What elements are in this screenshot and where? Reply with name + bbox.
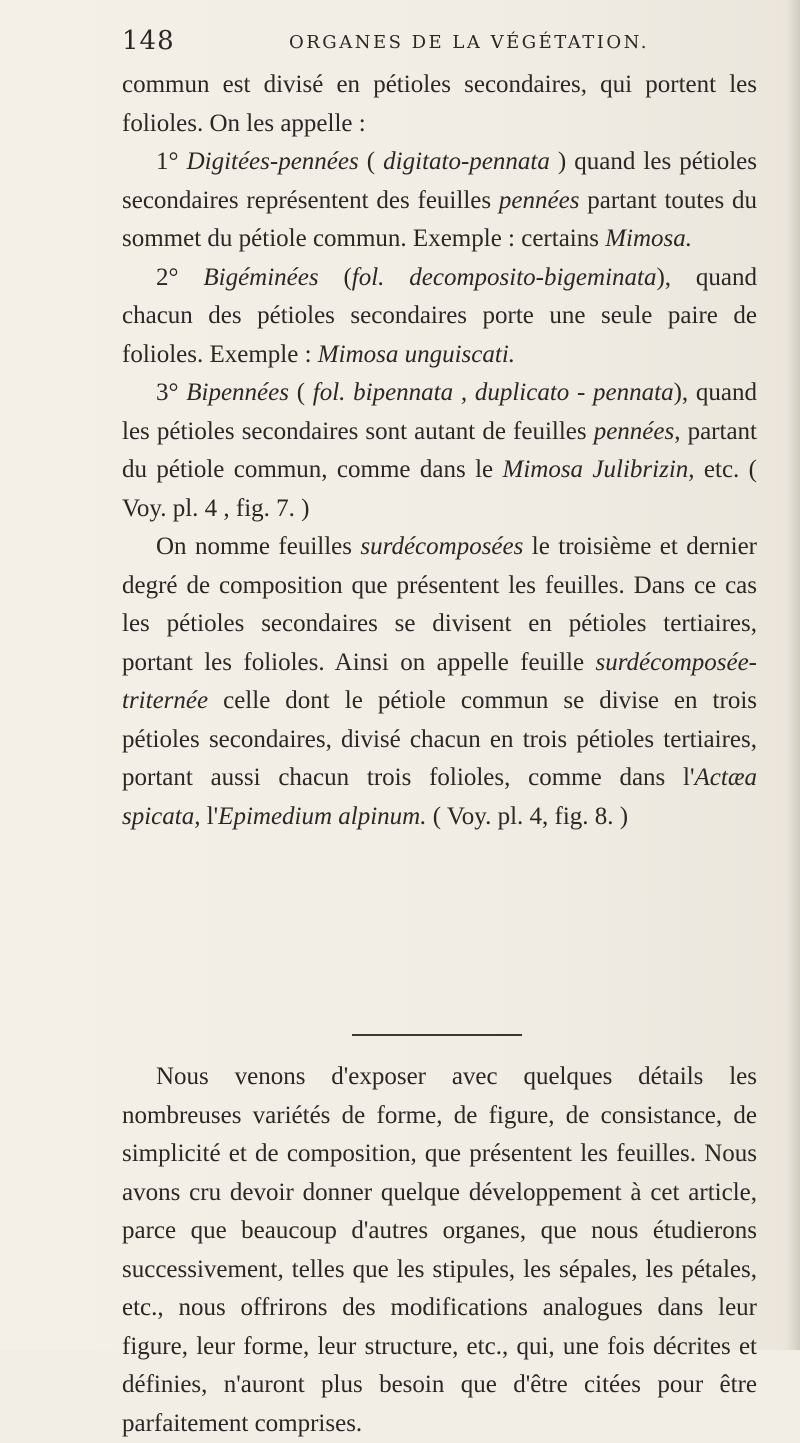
text-run: 3° [156, 379, 187, 406]
page-header [122, 26, 742, 66]
paragraph-bigeminees [122, 259, 757, 375]
italic-term: surdécomposées [360, 533, 524, 560]
paragraph-bipennees [122, 374, 757, 528]
text-run: partant toutes du sommet du pétiole commun. Exemple : certains [122, 186, 757, 252]
text-block-lower [122, 1058, 757, 1443]
text-run: commun est divisé en pétioles secondaires, qui portent les folioles. On les appelle : [122, 71, 757, 137]
italic-term: Bipennées [186, 379, 289, 406]
italic-term: fol. bipennata , duplicato - pennata [312, 379, 674, 406]
italic-term: Mimosa Julibrizin, [502, 456, 695, 483]
text-run: le troisième et dernier degré de composition que présentent les feuilles. Dans ce cas les pétioles secondaires se divisent en pétioles tertiaires, portant les folioles. Ainsi on appelle feuille [122, 533, 757, 676]
text-run: 1° [156, 148, 187, 175]
paragraph-continuation [122, 66, 757, 143]
text-run: ( [358, 148, 384, 175]
text-run: ( [318, 263, 352, 291]
italic-term: Digitées-pennées [186, 148, 359, 175]
text-run: celle dont le pétiole commun se divise en trois pétioles secondaires, divisé chacun en trois pétioles tertiaires, portant aussi chacun trois folioles, comme dans l' [122, 687, 757, 791]
text-run: , partant du pétiole commun, comme dans le [122, 417, 757, 483]
page-edge-shadow [786, 0, 800, 1350]
text-run: 2° [156, 263, 204, 291]
page-number: 148 [122, 26, 175, 56]
paragraph-conclusion [122, 1058, 757, 1443]
italic-term: Actæa spicata, [122, 764, 757, 830]
italic-term: Mimosa. [605, 225, 693, 252]
text-run: ( [288, 379, 313, 406]
italic-term: pennées [498, 186, 580, 214]
text-run: Nous venons d'exposer avec quelques détails les nombreuses variétés de forme, de figure, de consistance, de simplicité et de composition, que présentent les feuilles. Nous avons cru devoir donner quelque développement à cet article, parce que beaucoup d'autres organes, que nous étudierons successivement, telles que les stipules, les sépales, les pétales, etc., nous offrirons des modifications analogues dans leur figure, leur forme, leur structure, etc., qui, une fois décrites et définies, n'auront plus besoin que d'être citées pour être parfaitement comprises. [122, 1063, 757, 1437]
paragraph-surdecomposees [122, 528, 757, 836]
italic-term: Bigéminées [203, 263, 319, 291]
text-run: ) quand les pétioles secondaires représentent des feuilles [122, 148, 758, 214]
section-divider [352, 1034, 522, 1036]
paragraph-digitees-pennees [122, 143, 757, 259]
text-block-upper [122, 66, 757, 836]
text-run: ( Voy. pl. 4, fig. 8. ) [426, 802, 629, 830]
italic-term: digitato-pennata [383, 148, 550, 175]
italic-term: Epimedium alpinum. [218, 802, 427, 830]
text-run: On nomme feuilles [156, 533, 361, 560]
text-run: l' [200, 802, 219, 830]
text-run: etc. ( Voy. pl. 4 , fig. 7. ) [122, 456, 758, 522]
text-run: ), quand chacun des pétioles secondaires porte une seule paire de folioles. Exemple : [122, 263, 757, 368]
text-run: ), quand les pétioles secondaires sont autant de feuilles [122, 379, 758, 445]
italic-term: pennées [593, 417, 675, 445]
italic-term: Mimosa unguiscati. [317, 340, 516, 368]
italic-term: fol. decomposito-bigeminata [351, 263, 657, 291]
running-title: ORGANES DE LA VÉGÉTATION. [289, 32, 649, 53]
italic-term: surdécomposée-triternée [122, 648, 757, 714]
